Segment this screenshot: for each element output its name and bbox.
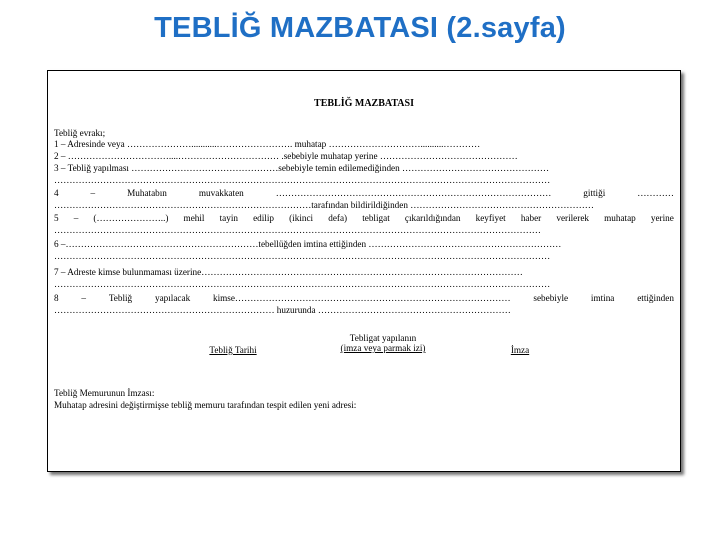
officer-signature-label: Tebliğ Memurunun İmzası: bbox=[54, 388, 155, 398]
slide-title: TEBLİĞ MAZBATASI (2.sayfa) bbox=[154, 12, 566, 44]
line-5-word: çıkarıldığından bbox=[404, 213, 461, 223]
evrak-label: Tebliğ evrakı; bbox=[54, 128, 106, 138]
form-line-3b: ……………………………………………………………………………………………………………………………………………… bbox=[54, 175, 551, 185]
line-5-word: (ikinci bbox=[289, 213, 314, 223]
line-8-word: kimse……………………………………………………………………………… bbox=[212, 293, 511, 303]
form-line-6: 6 –………………………………………………………tebellüğden imtina ettiğinden ……………………………………………………… bbox=[54, 239, 562, 249]
line-8-word: yapılacak bbox=[154, 293, 191, 303]
form-line-7: 7 – Adreste kimse bulunmaması üzerine…………………………………………………………………………………………… bbox=[54, 267, 523, 277]
line-4-word: gittiği bbox=[583, 188, 606, 198]
form-line-5b: …………………………………………………………………………………………………………………………………………… bbox=[54, 225, 541, 235]
line-5-word: yerine bbox=[650, 213, 674, 223]
tebliğ-tarihi-label: Tebliğ Tarihi bbox=[209, 345, 257, 355]
form-line-1: 1 – Adresinde veya …………………...........……………………. muhatap …………………………..........………… bbox=[54, 139, 481, 149]
line-5-word: (…………………..) bbox=[93, 213, 169, 223]
new-address-label: Muhatap adresini değiştirmişse tebliğ memuru tarafından tespit edilen yeni adresi: bbox=[54, 400, 357, 410]
form-line-5 bbox=[54, 213, 674, 224]
line-8-word: sebebiyle bbox=[533, 293, 569, 303]
signature-recipient-block bbox=[318, 333, 448, 353]
line-5-word: haber bbox=[520, 213, 542, 223]
line-5-word: tayin bbox=[219, 213, 238, 223]
line-8-word: – bbox=[81, 293, 86, 303]
form-line-3: 3 – Tebliğ yapılması …………………………………………sebebiyle temin edilemediğinden ………………………………………… bbox=[54, 163, 550, 173]
line-8-word: imtina bbox=[590, 293, 615, 303]
form-line-6b: ……………………………………………………………………………………………………………………………………………… bbox=[54, 251, 551, 261]
line-5-word: defa) bbox=[328, 213, 348, 223]
form-line-2: 2 – ……………………………....…………………………… .sebebiyle muhatap yerine ……………………………………… bbox=[54, 151, 518, 161]
recipient-sign-hint: (imza veya parmak izi) bbox=[340, 343, 426, 353]
line-4-word: Muhatabın bbox=[127, 188, 167, 198]
line-8-word: ettiğinden bbox=[637, 293, 674, 303]
line-4-word: muvakkaten bbox=[198, 188, 244, 198]
form-line-8 bbox=[54, 293, 674, 304]
form-line-4 bbox=[54, 188, 674, 199]
line-8-word: 8 bbox=[54, 293, 59, 303]
line-5-word: tebligat bbox=[362, 213, 390, 223]
imza-label: İmza bbox=[510, 345, 530, 355]
line-4-word: – bbox=[90, 188, 96, 198]
line-5-word: – bbox=[73, 213, 79, 223]
line-5-word: mehil bbox=[183, 213, 205, 223]
line-5-word: 5 bbox=[54, 213, 59, 223]
line-4-word: ………… bbox=[637, 188, 674, 198]
line-5-word: keyfiyet bbox=[475, 213, 506, 223]
document-frame bbox=[47, 70, 681, 472]
line-4-word: ……………………………………………………………………………… bbox=[275, 188, 552, 198]
recipient-label: Tebligat yapılanın bbox=[349, 333, 417, 343]
line-4-word: 4 bbox=[54, 188, 59, 198]
line-8-word: Tebliğ bbox=[108, 293, 133, 303]
document-heading: TEBLİĞ MAZBATASI bbox=[314, 98, 414, 109]
line-5-word: verilerek bbox=[556, 213, 589, 223]
line-5-word: edilip bbox=[253, 213, 275, 223]
signature-date-block bbox=[188, 345, 278, 355]
form-line-4b: …………………………………………………………………………tarafından bildirildiğinden …………………………………………………… bbox=[54, 200, 594, 210]
form-line-7b: ……………………………………………………………………………………………………………………………………………… bbox=[54, 279, 551, 289]
form-line-8b: ……………………………………………………………… huzurunda ……………………………………………………… bbox=[54, 305, 511, 315]
line-5-word: muhatap bbox=[604, 213, 636, 223]
signature-imza-block bbox=[500, 345, 540, 355]
